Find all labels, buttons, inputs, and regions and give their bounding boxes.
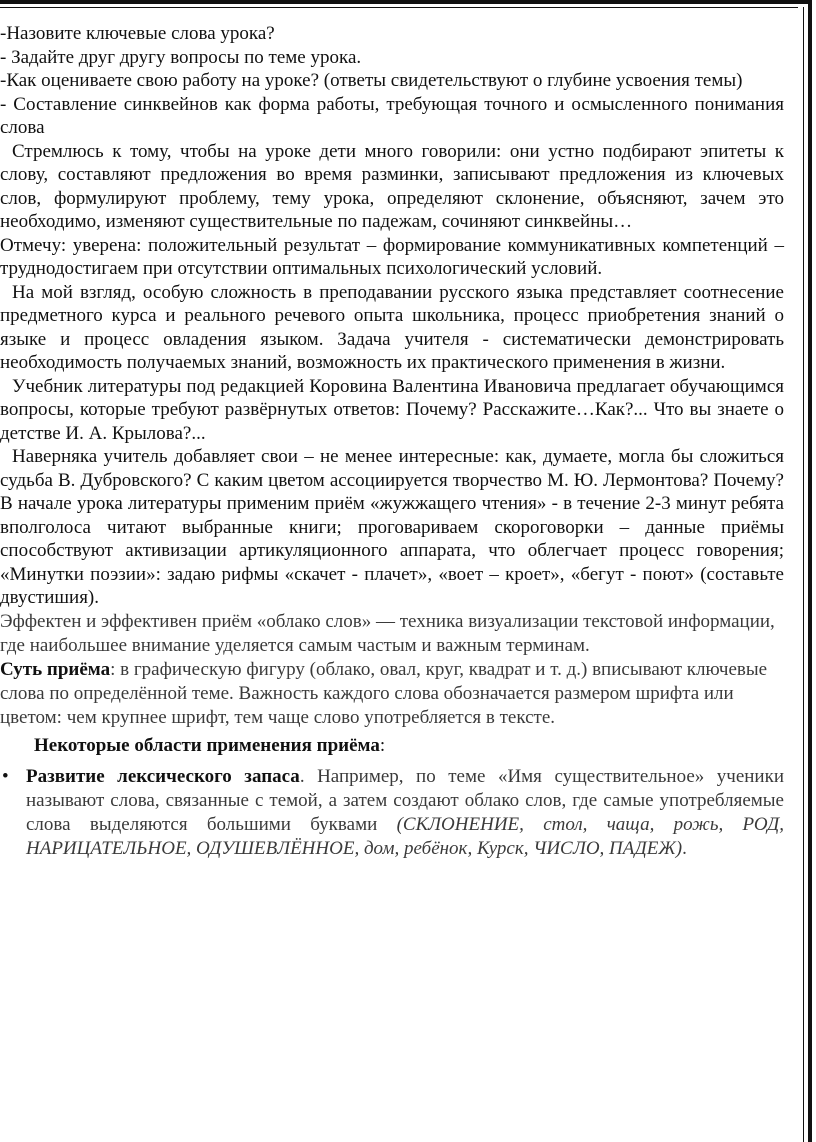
list-item-title: Развитие лексического запаса [26, 766, 300, 787]
paragraph-teacher-questions: Наверняка учитель добавляет свои – не менее интересные: как, думаете, могла бы сложиться судьба В. Дубровского? С каким цветом ассоциируется творчество М. Ю. Лермонтова? Почему? В начале урока литературы применим приём «жужжащего чтения» - в течение 2-3 минут ребята вполголоса читают выбранные книги; проговариваем скороговорки – данные приёмы способствуют активизации артикуляционного аппарата, что облегчает процесс говорения; «Минутки поэзии»: задаю рифмы «скачет - плачет», «воет – кроет», «бегут - поют» (составьте двустишия). [0, 446, 784, 608]
paragraph-difficulty: На мой взгляд, особую сложность в преподавании русского языка представляет соотнесение предметного курса и реального речевого опыта школьника, процесс приобретения знаний о языке и процесс овладения языком. Задача учителя - систематически демонстрировать необходимость получаемых знаний, возможность их практического применения в жизни. [0, 281, 784, 373]
essence-text: : в графическую фигуру (облако, овал, круг, квадрат и т. д.) вписывают ключевые слова по определённой теме. Важность каждого слова обозначается размером шрифта или цветом: чем крупнее шрифт, тем чаще слово употребляется в тексте. [0, 658, 768, 728]
document-body [0, 22, 784, 861]
list-item-end: . [682, 838, 687, 859]
list-item [0, 765, 784, 861]
paragraph-textbook: Учебник литературы под редакцией Коровина Валентина Ивановича предлагает обучающимся вопросы, которые требуют развёрнутых ответов: Почему? Расскажите…Как?... Что вы знаете о детстве И. А. Крылова?... [0, 375, 784, 444]
list-item-text: . Например, по теме «Имя существительное» ученики называют слова, связанные с темой, а затем создают облако слов, где самые употребляемые слова выделяются большими буквами [26, 766, 784, 835]
page-border-top-inner [0, 7, 798, 8]
page-border-right [808, 0, 812, 1142]
subheading-suffix: : [379, 734, 386, 756]
question-line-3: -Как оцениваете свою работу на уроке? (ответы свидетельствуют о глубине усвоения темы) [0, 70, 743, 91]
paragraph-note: Отмечу: уверена: положительный результат – формирование коммуникативных компетенций – труднодостигаем при отсутствии оптимальных психологический условий. [0, 234, 784, 279]
subheading [0, 734, 784, 758]
list-item-example: (СКЛОНЕНИЕ, стол, чаща, рожь, РОД, НАРИЦАТЕЛЬНОЕ, ОДУШЕВЛЁННОЕ, дом, ребёнок, Курск, ЧИСЛО, ПАДЕЖ) [26, 814, 784, 859]
paragraph-speaking: Стремлюсь к тому, чтобы на уроке дети много говорили: они устно подбирают эпитеты к слову, составляют предложения во время разминки, записывают предложения из ключевых слов, формулируют проблему, тему урока, определяют склонение, объясняют, зачем это необходимо, изменяют существительные по падежам, сочиняют синквейны… [0, 140, 784, 232]
paragraph-word-cloud: Эффектен и эффективен приём «облако слов» — техника визуализации текстовой информации, где наибольшее внимание уделяется самым частым и важным терминам. [0, 610, 775, 656]
application-list [0, 765, 784, 861]
page-border-right-inner [803, 7, 804, 1142]
question-line-2: - Задайте друг другу вопросы по теме урока. [0, 46, 362, 68]
question-line-4: - Составление синквейнов как форма работы, требующая точного и осмысленного понимания слова [0, 93, 784, 138]
question-line-1: -Назовите ключевые слова урока? [0, 23, 275, 44]
paragraph-essence [0, 658, 784, 730]
essence-label: Суть приёма [0, 658, 111, 680]
bullet-icon: • [2, 766, 9, 787]
page-border-top [0, 0, 810, 4]
subheading-label: Некоторые области применения приёма [34, 734, 380, 756]
